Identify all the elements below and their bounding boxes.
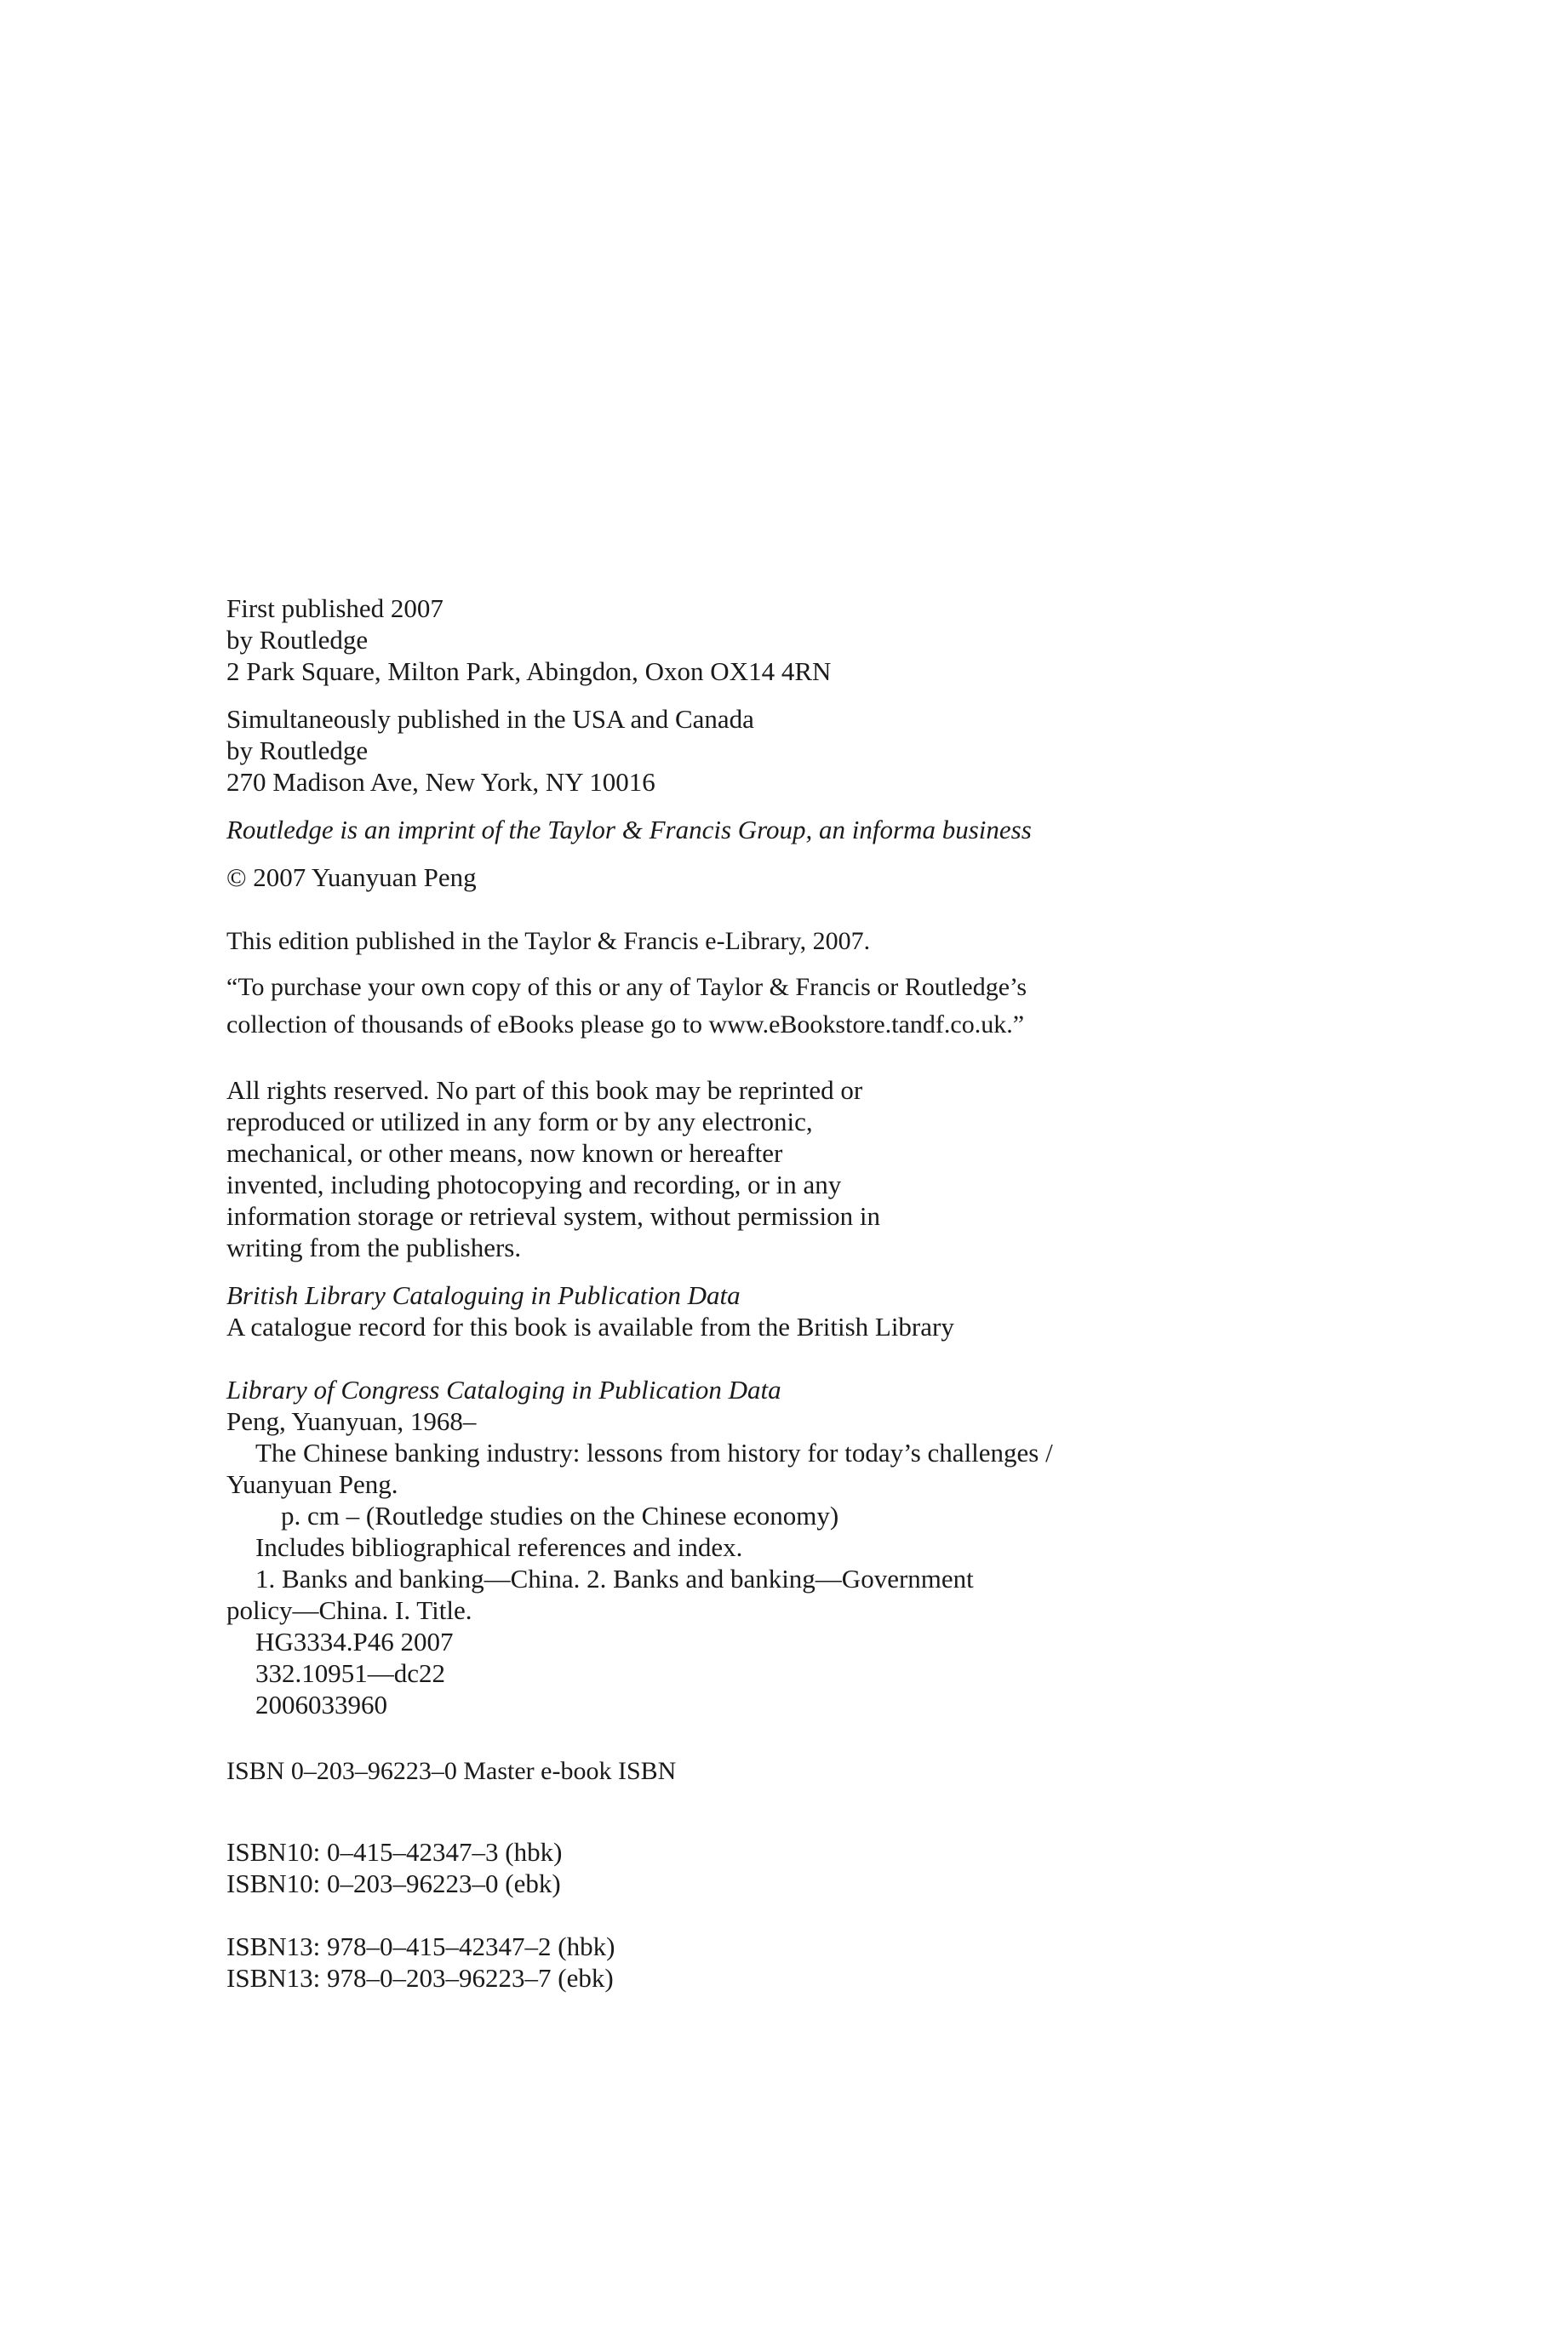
loc-lccn: 2006033960 [255,1690,387,1720]
rights-line-3: mechanical, or other means, now known or hereafter [226,1138,783,1168]
publisher-by-usa: by Routledge [226,735,369,765]
rights-line-4: invented, including photocopying and recording, or in any [226,1170,842,1199]
uk-address: 2 Park Square, Milton Park, Abingdon, Oxon OX14 4RN [226,656,832,686]
isbn10-ebk: ISBN10: 0–203–96223–0 (ebk) [226,1868,561,1898]
purchase-note-line-2: collection of thousands of eBooks please go to www.eBookstore.tandf.co.uk.” [226,1010,1025,1039]
loc-subjects-line-1: 1. Banks and banking—China. 2. Banks and banking—Government [255,1564,974,1594]
isbn13-ebk: ISBN13: 978–0–203–96223–7 (ebk) [226,1963,614,1993]
rights-line-5: information storage or retrieval system, without permission in [226,1201,880,1231]
loc-subjects-line-2: policy—China. I. Title. [226,1595,472,1625]
loc-heading: Library of Congress Cataloging in Publication Data [226,1375,781,1405]
first-published: First published 2007 [226,593,444,623]
copyright-notice: © 2007 Yuanyuan Peng [226,862,477,892]
isbn-master: ISBN 0–203–96223–0 Master e-book ISBN [226,1757,677,1785]
loc-title-line-2: Yuanyuan Peng. [226,1469,398,1499]
rights-line-2: reproduced or utilized in any form or by any electronic, [226,1107,813,1136]
british-library-text: A catalogue record for this book is available from the British Library [226,1312,954,1342]
isbn10-hbk: ISBN10: 0–415–42347–3 (hbk) [226,1837,563,1867]
rights-line-6: writing from the publishers. [226,1233,522,1262]
simultaneous-publication: Simultaneously published in the USA and Canada [226,704,754,734]
loc-series: p. cm – (Routledge studies on the Chinese economy) [281,1501,839,1531]
rights-line-1: All rights reserved. No part of this book may be reprinted or [226,1075,863,1105]
loc-title-line-1: The Chinese banking industry: lessons from history for today’s challenges / [255,1438,1053,1468]
purchase-note-line-1: “To purchase your own copy of this or any of Taylor & Francis or Routledge’s [226,973,1027,1001]
loc-includes: Includes bibliographical references and index. [255,1532,743,1562]
british-library-heading: British Library Cataloguing in Publication Data [226,1280,741,1310]
isbn13-hbk: ISBN13: 978–0–415–42347–2 (hbk) [226,1931,615,1961]
loc-call-number: HG3334.P46 2007 [255,1627,454,1657]
imprint-note: Routledge is an imprint of the Taylor & Francis Group, an informa business [226,815,1032,844]
publisher-by: by Routledge [226,625,369,655]
usa-address: 270 Madison Ave, New York, NY 10016 [226,767,655,797]
loc-author: Peng, Yuanyuan, 1968– [226,1406,477,1436]
loc-dewey: 332.10951—dc22 [255,1658,446,1688]
ebook-edition: This edition published in the Taylor & Francis e-Library, 2007. [226,927,871,955]
